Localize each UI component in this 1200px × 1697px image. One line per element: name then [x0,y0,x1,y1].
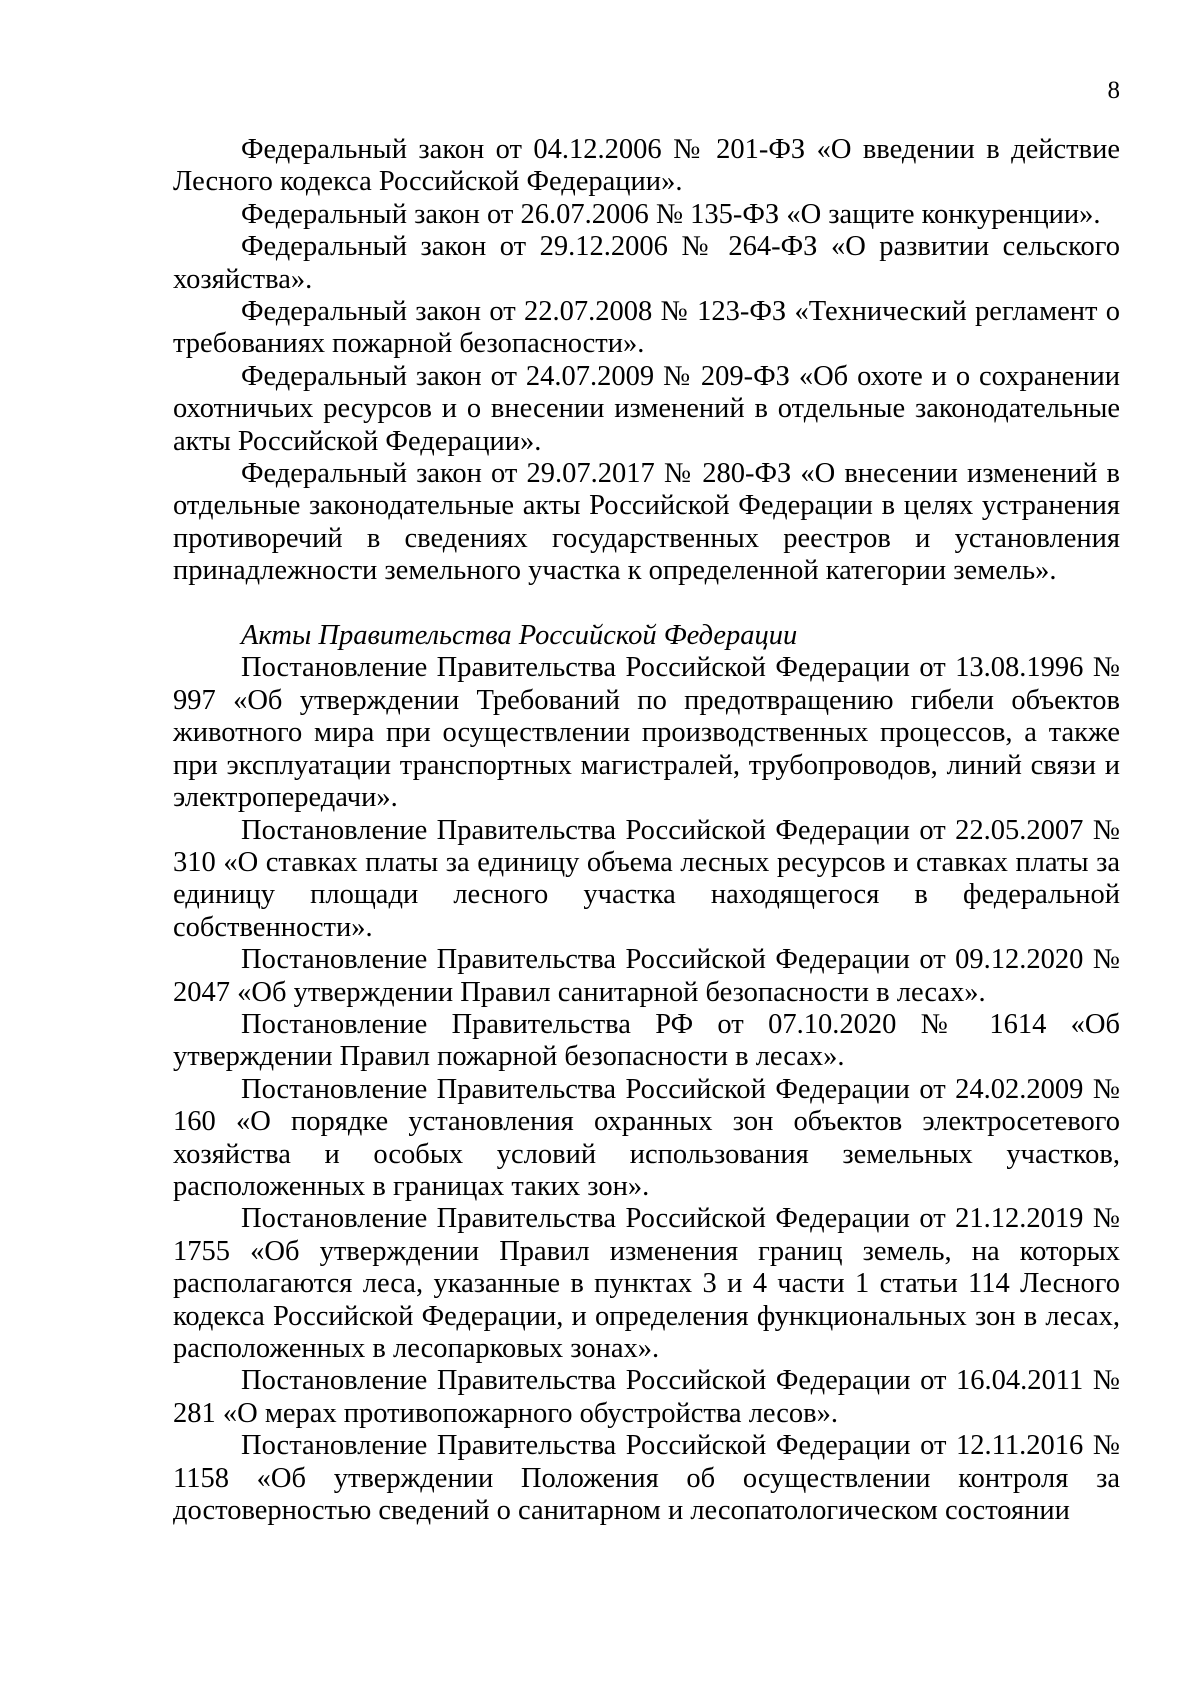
government-act-paragraph: Постановление Правительства Российской Федерации от 24.02.2009 № 160 «О порядке установления охранных зон объектов электросетевого хозяйства и особых условий использования земельных участков, расположенных в границах таких зон». [173,1073,1120,1202]
federal-law-paragraph: Федеральный закон от 29.12.2006 № 264-ФЗ «О развитии сельского хозяйства». [173,231,1120,295]
government-act-paragraph: Постановление Правительства РФ от 07.10.2020 № 1614 «Об утверждении Правил пожарной безопасности в лесах». [173,1008,1120,1073]
government-act-paragraph: Постановление Правительства Российской Федерации от 09.12.2020 № 2047 «Об утверждении Правил санитарной безопасности в лесах». [173,944,1120,1008]
federal-law-paragraph: Федеральный закон от 04.12.2006 № 201-ФЗ «О введении в действие Лесного кодекса Российской Федерации». [173,134,1120,198]
government-act-paragraph: Постановление Правительства Российской Федерации от 16.04.2011 № 281 «О мерах противопожарного обустройства лесов». [173,1365,1120,1429]
section-heading: Акты Правительства Российской Федерации [241,620,798,652]
page-number: 8 [1107,77,1120,104]
government-act-paragraph: Постановление Правительства Российской Федерации от 12.11.2016 № 1158 «Об утверждении Положения об осуществлении контроля за достоверностью сведений о санитарном и лесопатологическом состоянии [173,1430,1120,1527]
government-act-paragraph: Постановление Правительства Российской Федерации от 13.08.1996 № 997 «Об утверждении Требований по предотвращению гибели объектов животного мира при осуществлении производственных процессов, а также при эксплуатации транспортных магистралей, трубопроводов, линий связи и электропередачи». [173,652,1120,814]
document-body [173,134,1120,1527]
federal-law-paragraph: Федеральный закон от 29.07.2017 № 280-ФЗ «О внесении изменений в отдельные законодательные акты Российской Федерации в целях устранения противоречий в сведениях государственных реестров и установления принадлежности земельного участка к определенной категории земель». [173,458,1120,587]
federal-law-paragraph: Федеральный закон от 26.07.2006 № 135-ФЗ «О защите конкуренции». [241,198,1101,230]
government-act-paragraph: Постановление Правительства Российской Федерации от 21.12.2019 № 1755 «Об утверждении Правил изменения границ земель, на которых располагаются леса, указанные в пунктах 3 и 4 части 1 статьи 114 Лесного кодекса Российской Федерации, и определения функциональных зон в лесах, расположенных в лесопарковых зонах». [173,1203,1120,1365]
federal-law-paragraph: Федеральный закон от 22.07.2008 № 123-ФЗ «Технический регламент о требованиях пожарной безопасности». [173,296,1120,360]
federal-law-paragraph: Федеральный закон от 24.07.2009 № 209-ФЗ «Об охоте и о сохранении охотничьих ресурсов и о внесении изменений в отдельные законодательные акты Российской Федерации». [173,360,1120,457]
government-act-paragraph: Постановление Правительства Российской Федерации от 22.05.2007 № 310 «О ставках платы за единицу объема лесных ресурсов и ставках платы за единицу площади лесного участка находящегося в федеральной собственности». [173,814,1120,943]
